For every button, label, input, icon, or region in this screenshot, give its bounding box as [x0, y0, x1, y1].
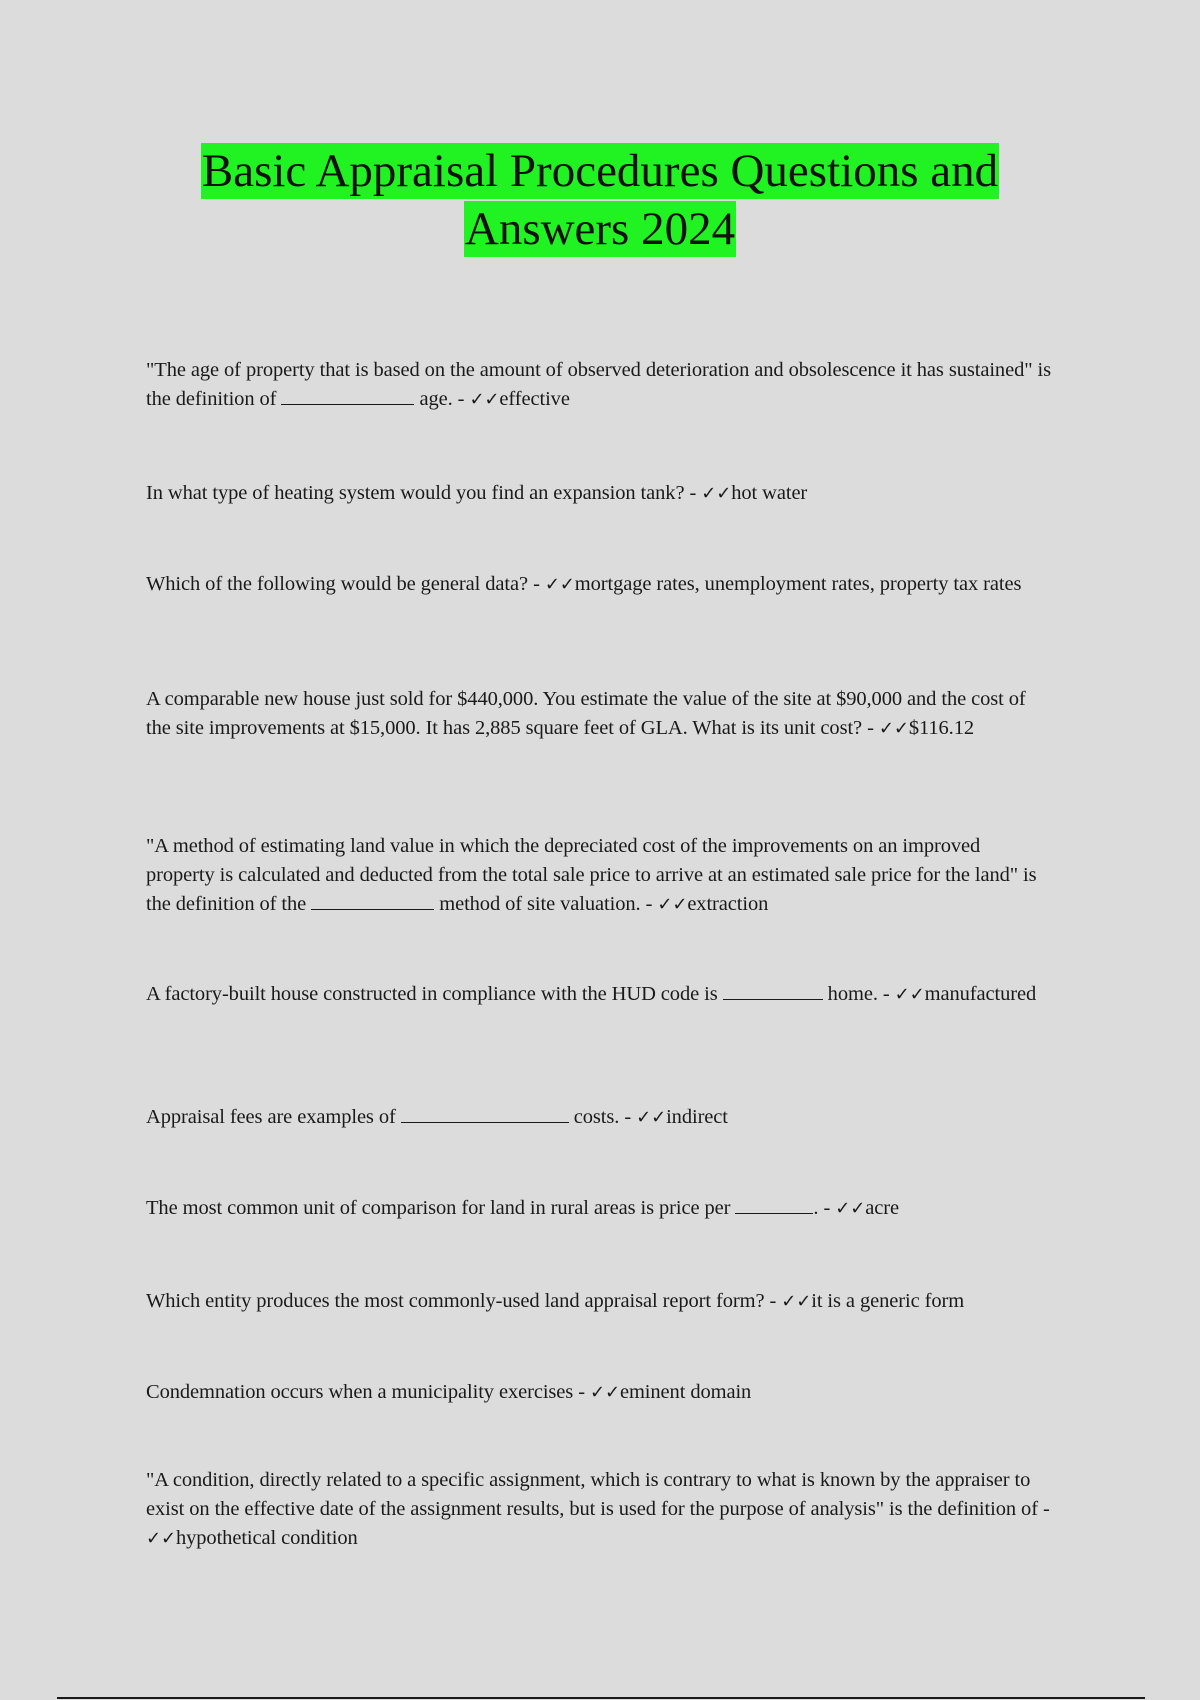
dash-separator: - [624, 1106, 632, 1128]
dash-separator: - [1042, 1498, 1050, 1520]
qa-item-9 [146, 1287, 1051, 1316]
question-text-cont: costs. [573, 1106, 620, 1128]
question-text: Which entity produces the most commonly-used land appraisal report form? [146, 1290, 765, 1312]
answer-blank [723, 981, 823, 1000]
answer-blank [281, 386, 414, 405]
qa-item-10 [146, 1378, 1051, 1407]
title-line-1: Basic Appraisal Procedures Questions and [201, 145, 999, 197]
qa-item-6 [146, 980, 1051, 1009]
dash-separator: - [689, 482, 697, 504]
check-icon: ✓✓ [146, 1528, 176, 1549]
answer-text: indirect [666, 1106, 728, 1128]
check-icon: ✓✓ [636, 1107, 667, 1128]
question-text: Condemnation occurs when a municipality exercises [146, 1381, 574, 1403]
question-text: The most common unit of comparison for land in rural areas is price per [146, 1197, 731, 1219]
qa-item-1 [146, 356, 1051, 414]
qa-item-4 [146, 685, 1051, 743]
answer-text: manufactured [924, 983, 1037, 1005]
footer-divider [57, 1697, 1145, 1699]
answer-blank [735, 1195, 813, 1214]
dash-separator: - [645, 893, 653, 915]
dash-separator: - [823, 1197, 831, 1219]
answer-text: hot water [731, 482, 808, 504]
answer-text: mortgage rates, unemployment rates, property tax rates [574, 573, 1022, 595]
question-text: In what type of heating system would you find an expansion tank? [146, 482, 685, 504]
question-text-cont: home. [827, 983, 878, 1005]
check-icon: ✓✓ [835, 1198, 866, 1219]
check-icon: ✓✓ [878, 718, 909, 739]
dash-separator: - [882, 983, 890, 1005]
answer-text: eminent domain [619, 1381, 752, 1403]
qa-item-7 [146, 1103, 1051, 1132]
check-icon: ✓✓ [589, 1382, 620, 1403]
check-icon: ✓✓ [781, 1291, 812, 1312]
question-text: Which of the following would be general data? [146, 573, 529, 595]
answer-text: extraction [687, 893, 769, 915]
dash-separator: - [457, 388, 465, 410]
question-text: Appraisal fees are examples of [146, 1106, 396, 1128]
check-icon: ✓✓ [469, 389, 500, 410]
question-text-cont: . [813, 1197, 819, 1219]
question-text: "A method of estimating land value in which the depreciated cost of the improvements on an improved property is calculated and deducted from the total sale price to arrive at an estimated sale price for the land" is the definition of the [146, 835, 1037, 915]
dash-separator: - [578, 1381, 585, 1403]
question-text-cont: method of site valuation. [439, 893, 641, 915]
qa-item-11 [146, 1466, 1051, 1553]
qa-item-5 [146, 832, 1051, 919]
qa-item-8 [146, 1194, 1051, 1223]
document-title [0, 142, 1200, 258]
question-text: "A condition, directly related to a specific assignment, which is contrary to what is known by the appraiser to exist on the effective date of the assignment results, but is used for the purpose of analysis" is the definition of [146, 1469, 1038, 1520]
qa-item-3 [146, 570, 1051, 599]
answer-text: hypothetical condition [175, 1527, 358, 1549]
dash-separator: - [533, 573, 540, 595]
check-icon: ✓✓ [544, 574, 575, 595]
answer-text: effective [499, 388, 570, 410]
answer-text: it is a generic form [811, 1290, 965, 1312]
title-line-2: Answers 2024 [464, 203, 736, 255]
answer-blank [401, 1104, 569, 1123]
question-text: A comparable new house just sold for $440,000. You estimate the value of the site at $90,000 and the cost of the site improvements at $15,000. It has 2,885 square feet of GLA. What is its unit cost? [146, 688, 1026, 739]
qa-item-2 [146, 479, 1051, 508]
answer-blank [311, 891, 434, 910]
check-icon: ✓✓ [701, 483, 732, 504]
check-icon: ✓✓ [657, 894, 688, 915]
question-text-cont: age. [419, 388, 453, 410]
answer-text: $116.12 [908, 717, 974, 739]
question-text: "The age of property that is based on the amount of observed deterioration and obsolescence it has sustained" is the definition of [146, 359, 1051, 410]
dash-separator: - [867, 717, 874, 739]
check-icon: ✓✓ [894, 984, 925, 1005]
question-text: A factory-built house constructed in compliance with the HUD code is [146, 983, 718, 1005]
answer-text: acre [865, 1197, 899, 1219]
dash-separator: - [769, 1290, 777, 1312]
